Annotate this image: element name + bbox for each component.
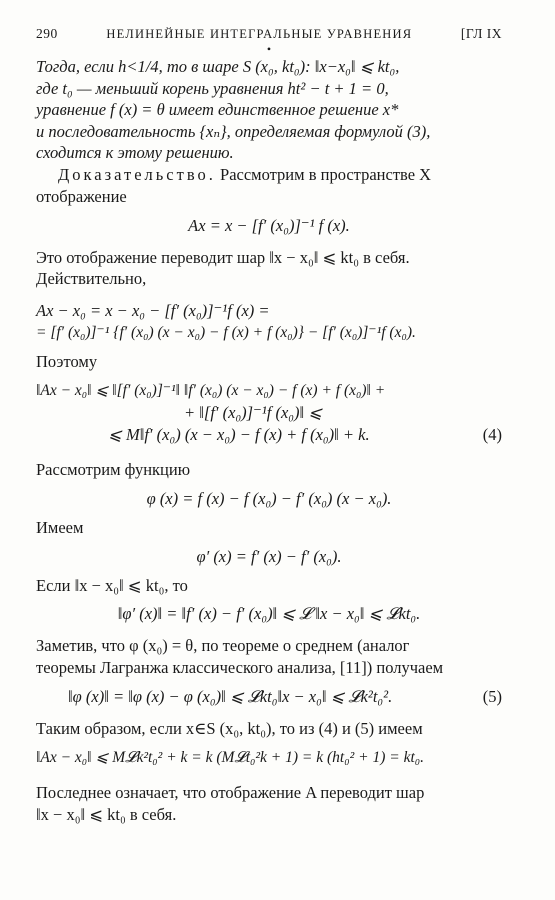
text-we-have: Имеем — [36, 517, 84, 537]
formula-difference-2: = [f′ (x₀)]⁻¹ {f′ (x₀) (x − x₀) − f (x) + f (x₀)} − [f′ (x₀)]⁻¹f (x₀). — [36, 324, 416, 342]
book-page — [36, 26, 502, 825]
formula-norm-3: ⩽ M‖f′ (x₀) (x − x₀) − f (x) + f (x₀)‖ + k. — [108, 424, 370, 444]
text-thus: Таким образом, если x∈S (x₀, kt₀), то из (4) и (5) имеем — [36, 718, 423, 738]
formula-map-a: Ax = x − [f′ (x₀)]⁻¹ f (x). — [188, 215, 350, 235]
page-number: 290 — [36, 26, 58, 41]
text-last-2: ‖x − x₀‖ ⩽ kt₀ в себя. — [36, 804, 177, 824]
theorem-line: и последовательность {xₙ}, определяемая формулой (3), — [36, 121, 431, 141]
formula-phi-prime-norm: ‖φ′ (x)‖ = ‖f′ (x) − f′ (x₀)‖ ⩽ 𝓛 ‖x − x₀‖ ⩽ 𝓛kt₀. — [117, 604, 421, 624]
text-consider-function: Рассмотрим функцию — [36, 459, 191, 479]
theorem-line: Тогда, если h<1/4, то в шаре S (x₀, kt₀): ‖x−x₀‖ ⩽ kt₀, — [36, 57, 400, 76]
proof-intro-rest: Рассмотрим в пространстве X — [220, 164, 432, 184]
theorem-line: сходится к этому решению. — [36, 143, 234, 163]
chapter-mark: [ГЛ IX — [460, 26, 502, 41]
formula-difference-1: Ax − x₀ = x − x₀ − [f′ (x₀)]⁻¹f (x) = — [36, 301, 270, 321]
theorem-statement — [36, 56, 502, 164]
text-indeed: Действительно, — [36, 269, 147, 289]
text-last-1: Последнее означает, что отображение A переводит шар — [36, 782, 425, 802]
running-header — [36, 26, 502, 42]
formula-final: ‖Ax − x₀‖ ⩽ M𝓛k²t₀² + k = k (M𝓛t₀²k + 1) = k (ht₀² + 1) = kt₀. — [36, 748, 425, 766]
formula-norm-1: ‖Ax − x₀‖ ⩽ ‖[f′ (x₀)]⁻¹‖ ‖f′ (x₀) (x − x₀) − f (x) + f (x₀)‖ + — [36, 381, 386, 399]
formula-5-row — [36, 686, 502, 708]
equation-number-5: (5) — [482, 686, 502, 706]
proof-word: Доказательство. — [58, 164, 216, 184]
text-if-condition: Если ‖x − x₀‖ ⩽ kt₀, то — [36, 575, 188, 595]
formula-5: ‖φ (x)‖ = ‖φ (x) − φ (x₀)‖ ⩽ 𝓛kt₀‖x − x₀‖ ⩽ 𝓛k²t₀². — [68, 686, 393, 706]
print-dot: • — [266, 42, 272, 56]
proof-intro-line2: отображение — [36, 186, 127, 206]
text-noting-1: Заметив, что φ (x₀) = θ, по теореме о среднем (аналог — [36, 636, 410, 656]
text-maps-ball: Это отображение переводит шар ‖x − x₀‖ ⩽ kt₀ в себя. — [36, 247, 410, 267]
equation-number-4: (4) — [482, 424, 502, 444]
formula-phi: φ (x) = f (x) − f (x₀) − f′ (x₀) (x − x₀). — [146, 488, 392, 508]
text-therefore: Поэтому — [36, 352, 98, 372]
running-title: НЕЛИНЕЙНЫЕ ИНТЕГРАЛЬНЫЕ УРАВНЕНИЯ — [106, 27, 413, 41]
formula-phi-prime: φ′ (x) = f′ (x) − f′ (x₀). — [196, 546, 342, 566]
formula-norm-2: + ‖[f′ (x₀)]⁻¹f (x₀)‖ ⩽ — [184, 402, 323, 422]
theorem-line: где t₀ — меньший корень уравнения ht² − t + 1 = 0, — [36, 78, 389, 98]
text-noting-2: теоремы Лагранжа классического анализа, [11]) получаем — [36, 658, 444, 678]
formula-norm-3-row — [36, 424, 502, 446]
proof-intro — [36, 164, 502, 186]
theorem-line: уравнение f (x) = θ имеет единственное решение x* — [36, 100, 399, 120]
